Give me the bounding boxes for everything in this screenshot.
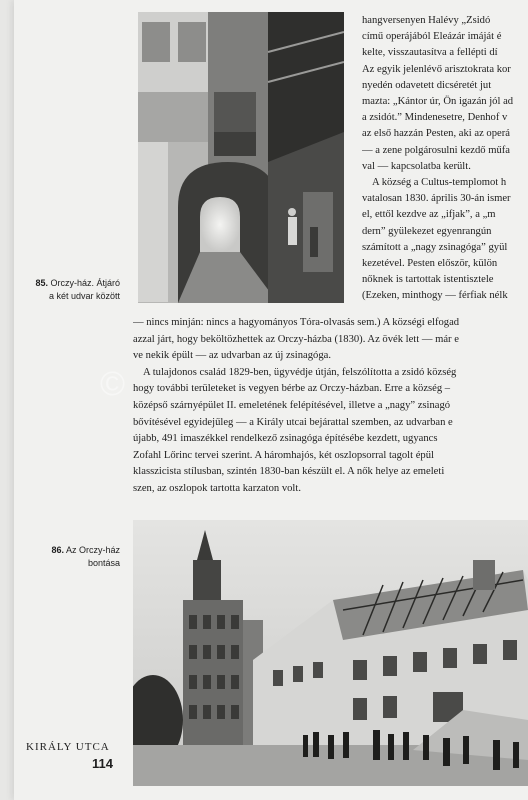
caption-85-text: Orczy-ház. Átjáró a két udvar között <box>47 278 120 301</box>
body-line: középső szárnyépület II. emeletének felépítésével, illetve a „nagy” zsinagó <box>133 400 451 411</box>
right-column-line: A község a Cultus-templomot h <box>372 177 507 188</box>
caption-85 <box>28 277 120 303</box>
right-column-line: a zsidót.” Mindenesetre, Denhof v <box>362 112 508 124</box>
body-line: azzal járt, hogy beköltözhettek az Orczy-házba (1830). Az övék lett — már e <box>133 333 459 345</box>
body-line: A tulajdonos család 1829-ben, ügyvédje útján, felszólította a zsidó község <box>143 366 457 378</box>
body-line: hogy további területeket is vegyen bérbe az Orczy-házban. Erre a község – <box>133 383 451 395</box>
right-column-line: kezetével. Pesten először, külön <box>362 258 498 269</box>
body-line: klasszicista stílusban, szintén 1830-ban készült el. A nők helye az emeleti <box>133 466 445 478</box>
caption-86 <box>28 544 120 570</box>
right-column-line: vatalosan 1830. április 30-án ismer <box>362 193 511 205</box>
running-footer-section: KIRÁLY UTCA <box>26 741 110 753</box>
body-line: újabb, 491 imaszékkel rendelkező zsinagóga építésébe kezdett, ugyancs <box>133 433 438 445</box>
watermark: © <box>100 365 128 403</box>
caption-85-number: 85. <box>35 278 48 288</box>
right-column-line: hangversenyen Halévy „Zsidó <box>362 15 491 26</box>
right-column-line: kelte, visszautasítva a fellépti dí <box>362 47 498 59</box>
body-line: Zofahl Lőrinc tervei szerint. A háromhajós, két oszlopsorral tagolt épül <box>133 449 434 461</box>
page-number: 114 <box>92 756 113 771</box>
right-column-line: el, ettől kezdve az „ifjak”, a „m <box>362 209 496 221</box>
right-column-line: című operájából Eleázár imáját é <box>362 31 502 43</box>
right-column-line: dern” gyülekezet egyenrangún <box>362 225 492 237</box>
body-line: ve nekik épült — az udvarban az új zsinagóga. <box>133 350 331 362</box>
photo-orczy-passage <box>138 12 344 303</box>
caption-86-text: Az Orczy-ház bontása <box>63 545 120 568</box>
right-column-line: nyedén odavetett dicséretét jut <box>362 79 492 91</box>
right-column-line: az első hazzán Pesten, aki az operá <box>362 128 510 140</box>
caption-86-number: 86. <box>51 545 64 555</box>
right-column-line: val — kapcsolatba került. <box>362 160 471 172</box>
photo-orczy-demolition <box>133 520 528 786</box>
right-column-line: (Ezeken, minthogy — férfiak nélk <box>362 290 508 302</box>
body-line: bővítésével egyidejűleg — a Király utcai bejárattal szemben, az udvarban e <box>133 416 453 428</box>
right-column-line: nőknek is tartottak istentisztele <box>362 274 494 286</box>
body-line: szen, az oszlopok tartotta karzaton volt. <box>133 483 301 494</box>
right-column-line: Az egyik jelenlévő arisztokrata kor <box>362 63 511 75</box>
right-column-line: mazta: „Kántor úr, Ön igazán jól ad <box>362 96 514 107</box>
right-column-line: — a zene polgárosulni kezdő műfa <box>362 144 510 156</box>
right-column-line: számított a „nagy zsinagóga” gyül <box>362 241 508 253</box>
body-line: — nincs minján: nincs a hagyományos Tóra-olvasás sem.) A községi elfogad <box>133 317 460 328</box>
